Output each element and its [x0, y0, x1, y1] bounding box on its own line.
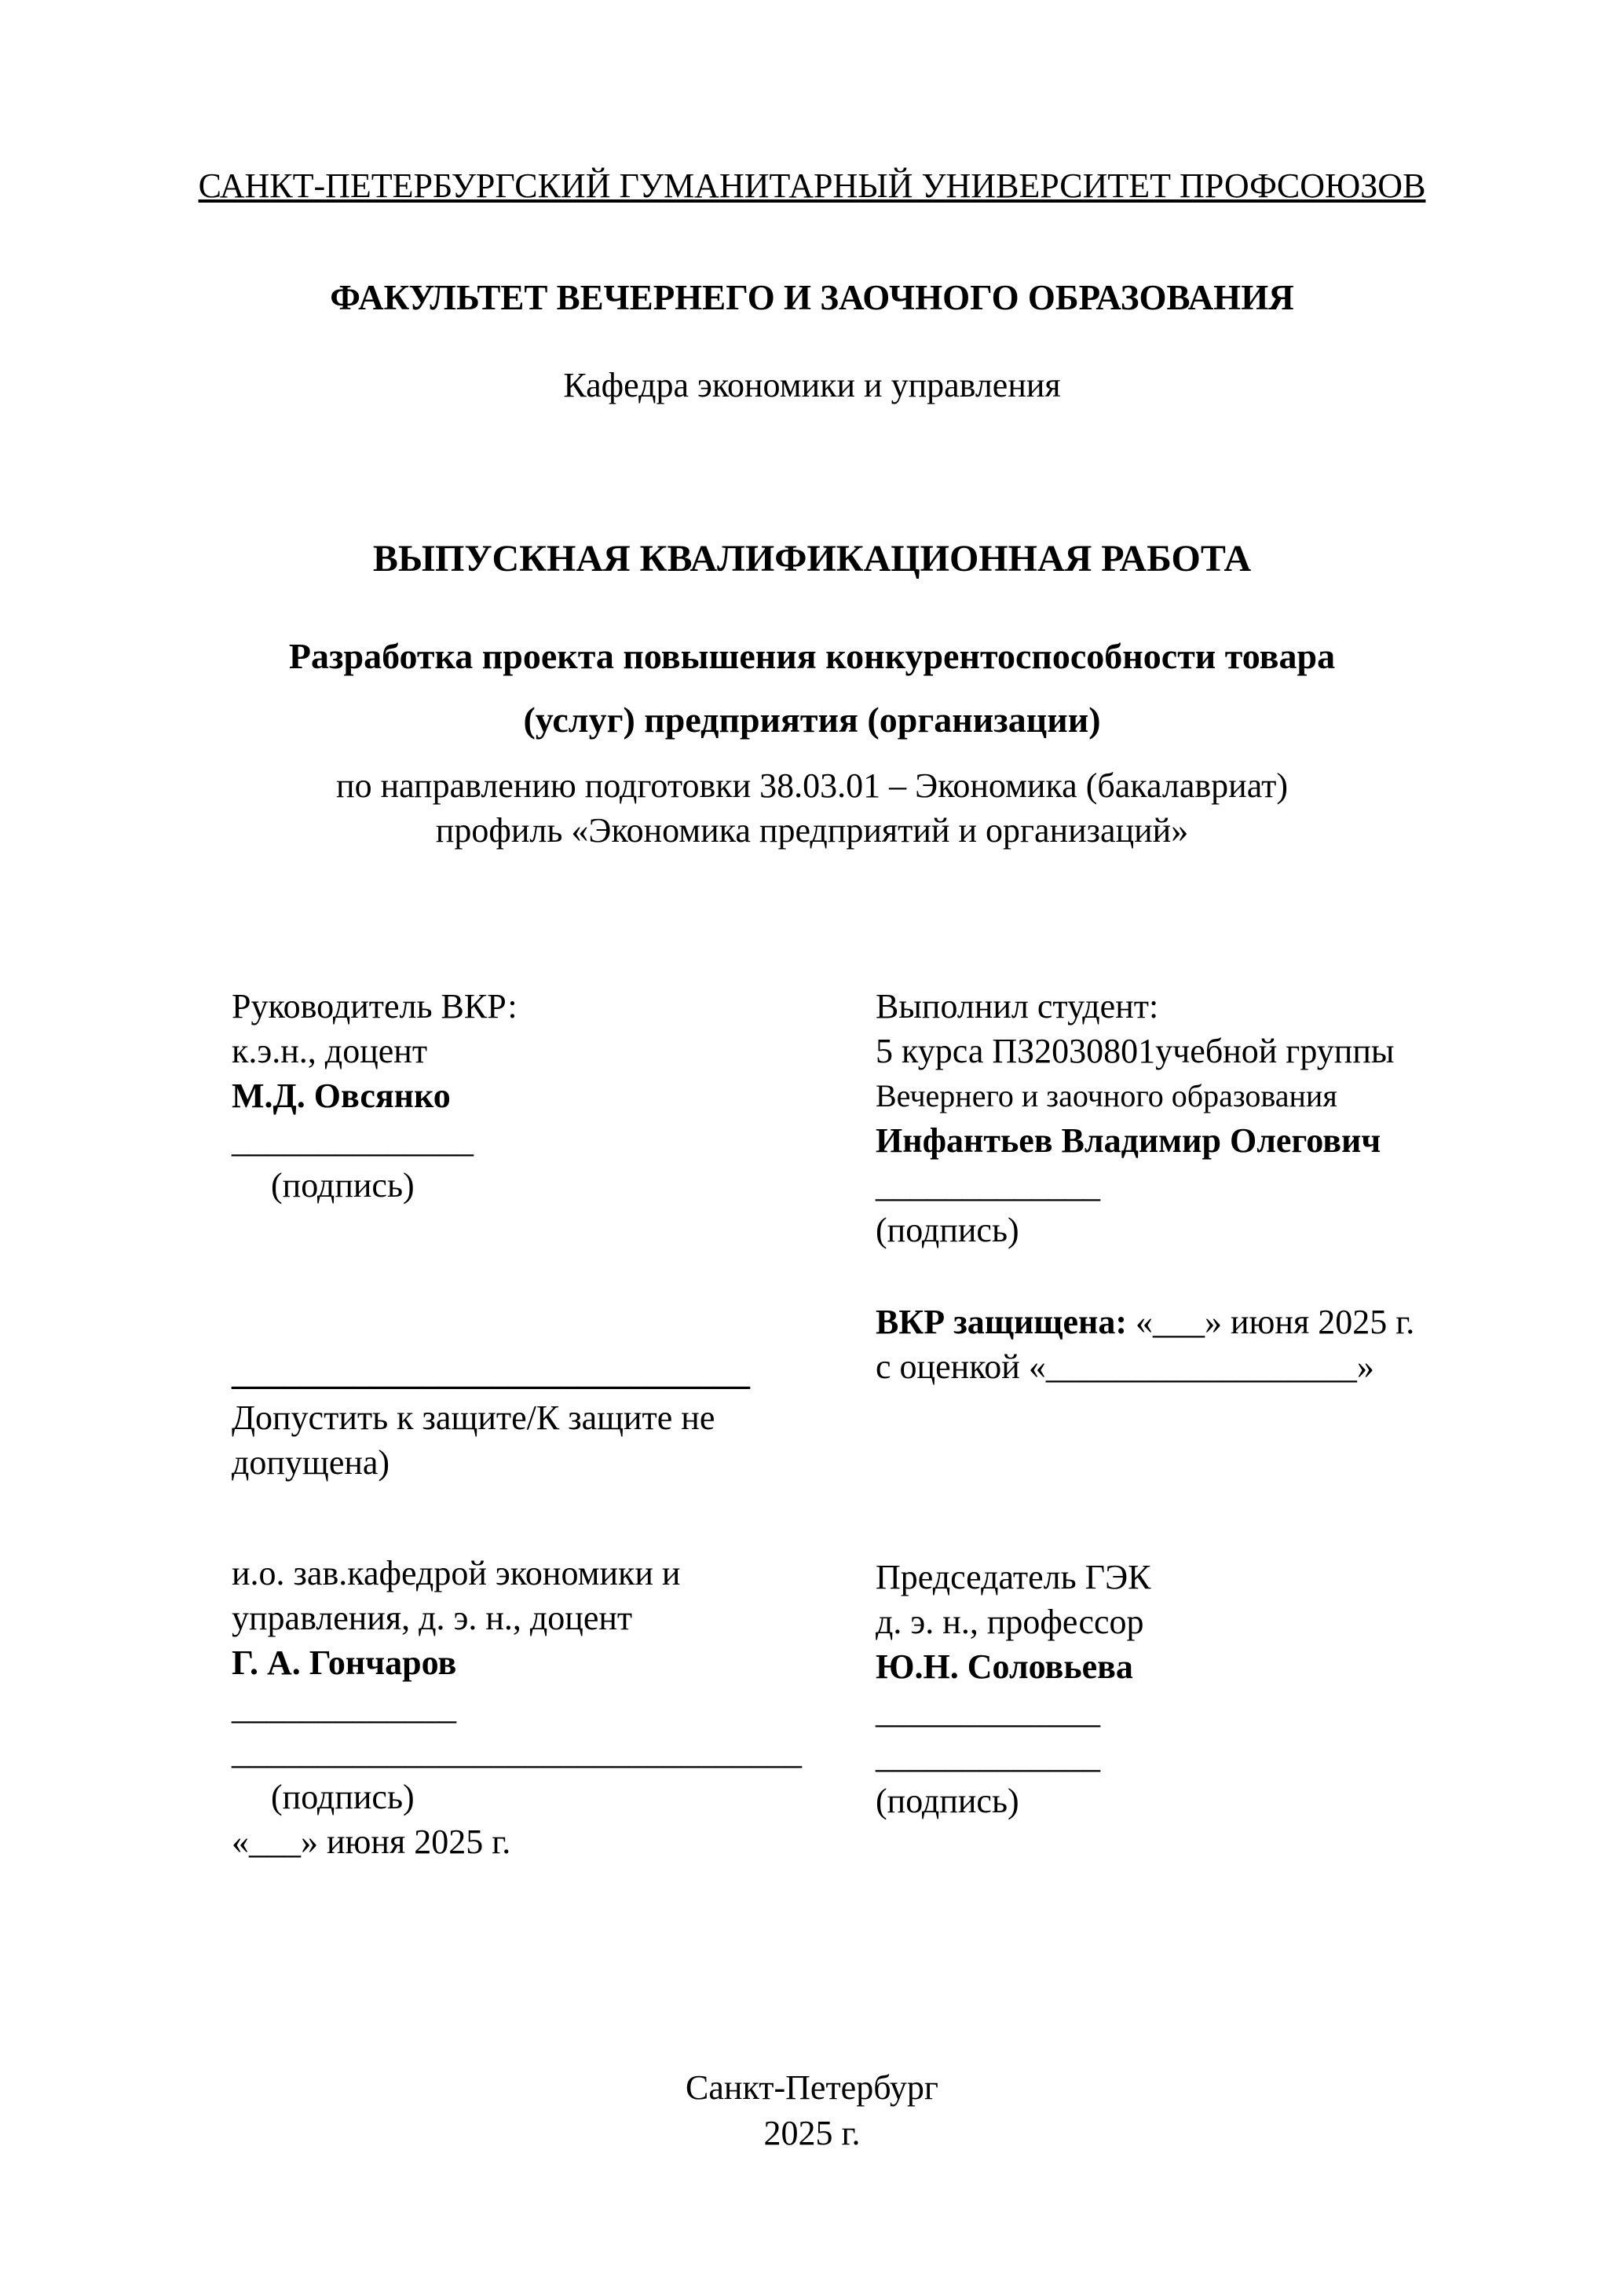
head-signature-line-1: _____________: [232, 1688, 456, 1727]
footer-year: 2025 г.: [763, 2114, 861, 2152]
right-column: [876, 984, 1598, 1864]
department-name: Кафедра экономики и управления: [563, 366, 1061, 404]
chairman-role-line1: Председатель ГЭК: [876, 1558, 1151, 1596]
defense-date: «___» июня 2025 г.: [1136, 1303, 1415, 1341]
admission-text-line1: Допустить к защите/К защите не: [232, 1398, 715, 1437]
university-name: САНКТ-ПЕТЕРБУРГСКИЙ ГУМАНИТАРНЫЙ УНИВЕРСИТЕТ ПРОФСОЮЗОВ: [198, 166, 1426, 205]
footer: [0, 2065, 1624, 2156]
defense-block: [876, 1300, 1598, 1389]
student-group: 5 курса ПЗ2030801учебной группы: [876, 1032, 1395, 1070]
head-name: Г. А. Гончаров: [232, 1643, 457, 1682]
faculty-name: ФАКУЛЬТЕТ ВЕЧЕРНЕГО И ЗАОЧНОГО ОБРАЗОВАНИЯ: [330, 278, 1294, 317]
thesis-title-line1: Разработка проекта повышения конкурентоспособности товара: [288, 636, 1336, 676]
work-type-heading: ВЫПУСКНАЯ КВАЛИФИКАЦИОННАЯ РАБОТА: [372, 538, 1252, 579]
defense-grade-line: с оценкой «__________________»: [876, 1347, 1374, 1386]
chairman-role-line2: д. э. н., профессор: [876, 1603, 1144, 1641]
supervisor-signature-line: ______________: [232, 1121, 474, 1160]
program-profile: профиль «Экономика предприятий и организаций»: [435, 811, 1189, 850]
supervisor-signature-label: (подпись): [271, 1166, 415, 1205]
admission-text-line2: допущена): [232, 1443, 390, 1482]
student-role: Выполнил студент:: [876, 987, 1159, 1026]
supervisor-degree: к.э.н., доцент: [232, 1032, 428, 1070]
student-signature-label: (подпись): [876, 1211, 1019, 1249]
chairman-signature-line-2: _____________: [876, 1737, 1100, 1775]
thesis-title-line2: (услуг) предприятия (организации): [523, 700, 1101, 740]
defense-date-line: [876, 1300, 1598, 1344]
program-block: [0, 763, 1624, 853]
chairman-name: Ю.Н. Соловьева: [876, 1647, 1133, 1686]
head-signature-label: (подпись): [271, 1778, 415, 1816]
student-signature-line: _____________: [876, 1166, 1100, 1205]
student-faculty: Вечернего и заочного образования: [876, 1078, 1337, 1113]
head-role-line2: управления, д. э. н., доцент: [232, 1599, 633, 1637]
defense-label: ВКР защищена:: [876, 1303, 1127, 1341]
head-signature-line-2: _________________________________: [232, 1733, 802, 1771]
head-of-department-block: [232, 1551, 876, 1864]
footer-city: Санкт-Петербург: [686, 2068, 938, 2107]
admission-rule-line: ______________________________: [232, 1354, 750, 1392]
chairman-signature-line-1: _____________: [876, 1692, 1100, 1731]
supervisor-name: М.Д. Овсянко: [232, 1077, 451, 1115]
program-direction: по направлению подготовки 38.03.01 – Экономика (бакалавриат): [336, 766, 1288, 805]
supervisor-role: Руководитель ВКР:: [232, 987, 518, 1026]
head-date: «___» июня 2025 г.: [232, 1823, 511, 1861]
signatures-section: [0, 984, 1624, 1864]
left-column: [232, 984, 876, 1864]
chairman-signature-label: (подпись): [876, 1782, 1019, 1820]
chairman-block: [876, 1555, 1598, 1823]
student-name: Инфантьев Владимир Олегович: [876, 1121, 1381, 1160]
head-role-line1: и.о. зав.кафедрой экономики и: [232, 1554, 681, 1592]
